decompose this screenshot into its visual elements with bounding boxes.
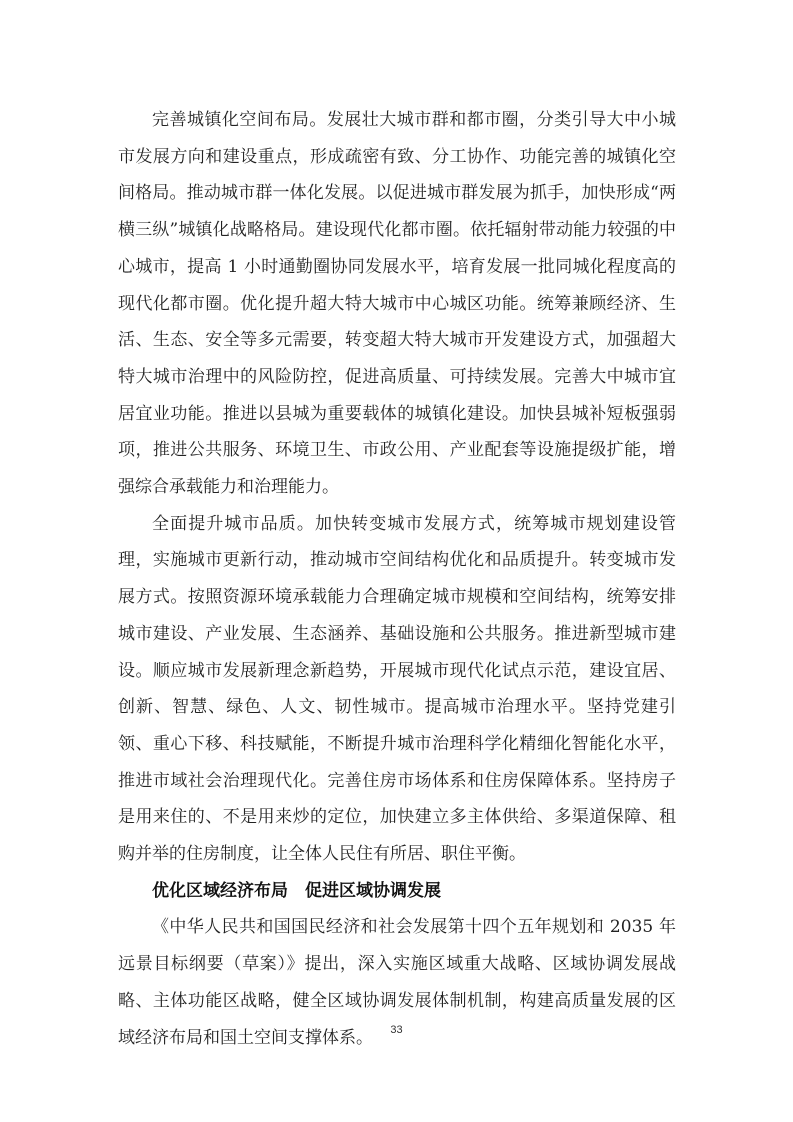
paragraph-regional-plan: 《中华人民共和国国民经济和社会发展第十四个五年规划和 2035 年远景目标纲要（草案）》提出，深入实施区域重大战略、区域协调发展战略、主体功能区战略，健全区域协调发展体制机制，构建高质量发展的区域经济布局和国土空间支撑体系。	[118, 917, 676, 1048]
page-number: 33	[390, 1024, 403, 1036]
document-body	[118, 102, 676, 1056]
paragraph-urbanization-layout: 完善城镇化空间布局。发展壮大城市群和都市圈，分类引导大中小城市发展方向和建设重点，形成疏密有致、分工协作、功能完善的城镇化空间格局。推动城市群一体化发展。以促进城市群发展为抓手，加快形成“两横三纵”城镇化战略格局。建设现代化都市圈。依托辐射带动能力较强的中心城市，提高 1 小时通勤圈协同发展水平，培育发展一批同城化程度高的现代化都市圈。优化提升超大特大城市中心城区功能。统筹兼顾经济、生活、生态、安全等多元需要，转变超大特大城市开发建设方式，加强超大特大城市治理中的风险防控，促进高质量、可持续发展。完善大中城市宜居宜业功能。推进以县城为重要载体的城镇化建设。加快县城补短板强弱项，推进公共服务、环境卫生、市政公用、产业配套等设施提级扩能，增强综合承载能力和治理能力。	[118, 110, 676, 498]
section-heading: 优化区域经济布局 促进区域协调发展	[152, 880, 441, 901]
paragraph-city-quality: 全面提升城市品质。加快转变城市发展方式，统筹城市规划建设管理，实施城市更新行动，推动城市空间结构优化和品质提升。转变城市发展方式。按照资源环境承载能力合理确定城市规模和空间结构，统筹安排城市建设、产业发展、生态涵养、基础设施和公共服务。推进新型城市建设。顺应城市发展新理念新趋势，开展城市现代化试点示范，建设宜居、创新、智慧、绿色、人文、韧性城市。提高城市治理水平。坚持党建引领、重心下移、科技赋能，不断提升城市治理科学化精细化智能化水平，推进市域社会治理现代化。完善住房市场体系和住房保障体系。坚持房子是用来住的、不是用来炒的定位，加快建立多主体供给、多渠道保障、租购并举的住房制度，让全体人民住有所居、职住平衡。	[118, 513, 676, 865]
